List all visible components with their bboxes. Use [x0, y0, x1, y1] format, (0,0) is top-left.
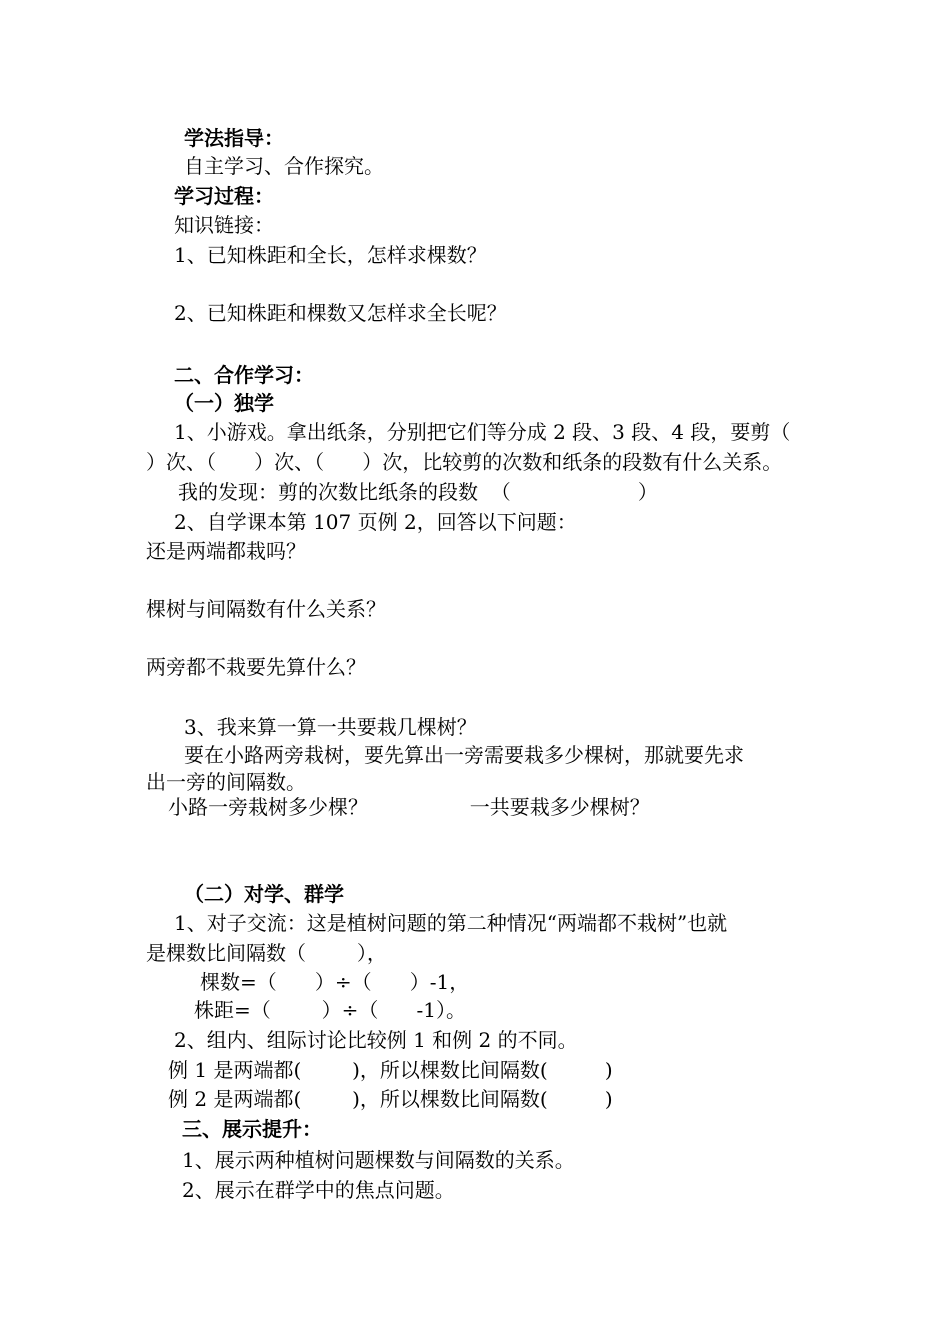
task-3-questions: 小路一旁栽树多少棵？ 一共要栽多少棵树？ — [168, 795, 650, 819]
question-2: 2、已知株距和棵数又怎样求全长呢？ — [174, 301, 507, 325]
text-study-method: 自主学习、合作探究。 — [184, 154, 384, 178]
heading-study-process: 学习过程： — [174, 184, 274, 208]
example-1-compare: 例 1 是两端都( )，所以棵数比间隔数( ) — [168, 1058, 613, 1082]
text-knowledge-link: 知识链接： — [174, 213, 274, 237]
group-discussion: 2、组内、组际讨论比较例 1 和例 2 的不同。 — [174, 1028, 578, 1052]
game-text-line-2: ）次、（ ）次、（ ）次，比较剪的次数和纸条的段数有什么关系。 — [146, 450, 783, 474]
game-text-line-1: 1、小游戏。拿出纸条，分别把它们等分成 2 段、3 段、4 段，要剪（ — [174, 420, 791, 444]
question-relation: 棵树与间隔数有什么关系？ — [146, 597, 386, 621]
formula-tree-count: 棵数=（ ）÷（ ）-1， — [200, 970, 470, 994]
pair-exchange-line-1: 1、对子交流：这是植树问题的第二种情况“两端都不栽树”也就 — [174, 911, 728, 935]
question-both-ends: 还是两端都栽吗？ — [146, 539, 306, 563]
heading-independent-study: （一）独学 — [174, 391, 274, 415]
task-3-text-line-2: 出一旁的间隔数。 — [146, 770, 306, 794]
task-3: 3、我来算一算一共要栽几棵树？ — [184, 715, 477, 739]
example-2-compare: 例 2 是两端都( )，所以棵数比间隔数( ) — [168, 1087, 613, 1111]
self-study-task: 2、自学课本第 107 页例 2，回答以下问题： — [174, 510, 577, 534]
my-discovery: 我的发现：剪的次数比纸条的段数 （ ） — [178, 480, 658, 504]
task-3-text-line-1: 要在小路两旁栽树，要先算出一旁需要栽多少棵树，那就要先求 — [184, 743, 744, 767]
heading-show-improve: 三、展示提升： — [182, 1117, 322, 1141]
question-1: 1、已知株距和全长，怎样求棵数？ — [174, 243, 487, 267]
pair-exchange-line-2: 是棵数比间隔数（ ）， — [146, 941, 387, 965]
formula-spacing: 株距=（ ）÷（ -1）。 — [194, 998, 467, 1022]
heading-study-method: 学法指导： — [184, 126, 284, 150]
show-item-1: 1、展示两种植树问题棵数与间隔数的关系。 — [182, 1148, 575, 1172]
heading-cooperative-learning: 二、合作学习： — [174, 363, 314, 387]
heading-pair-group-study: （二）对学、群学 — [184, 882, 344, 906]
show-item-2: 2、展示在群学中的焦点问题。 — [182, 1178, 455, 1202]
question-calc-first: 两旁都不栽要先算什么？ — [146, 655, 366, 679]
